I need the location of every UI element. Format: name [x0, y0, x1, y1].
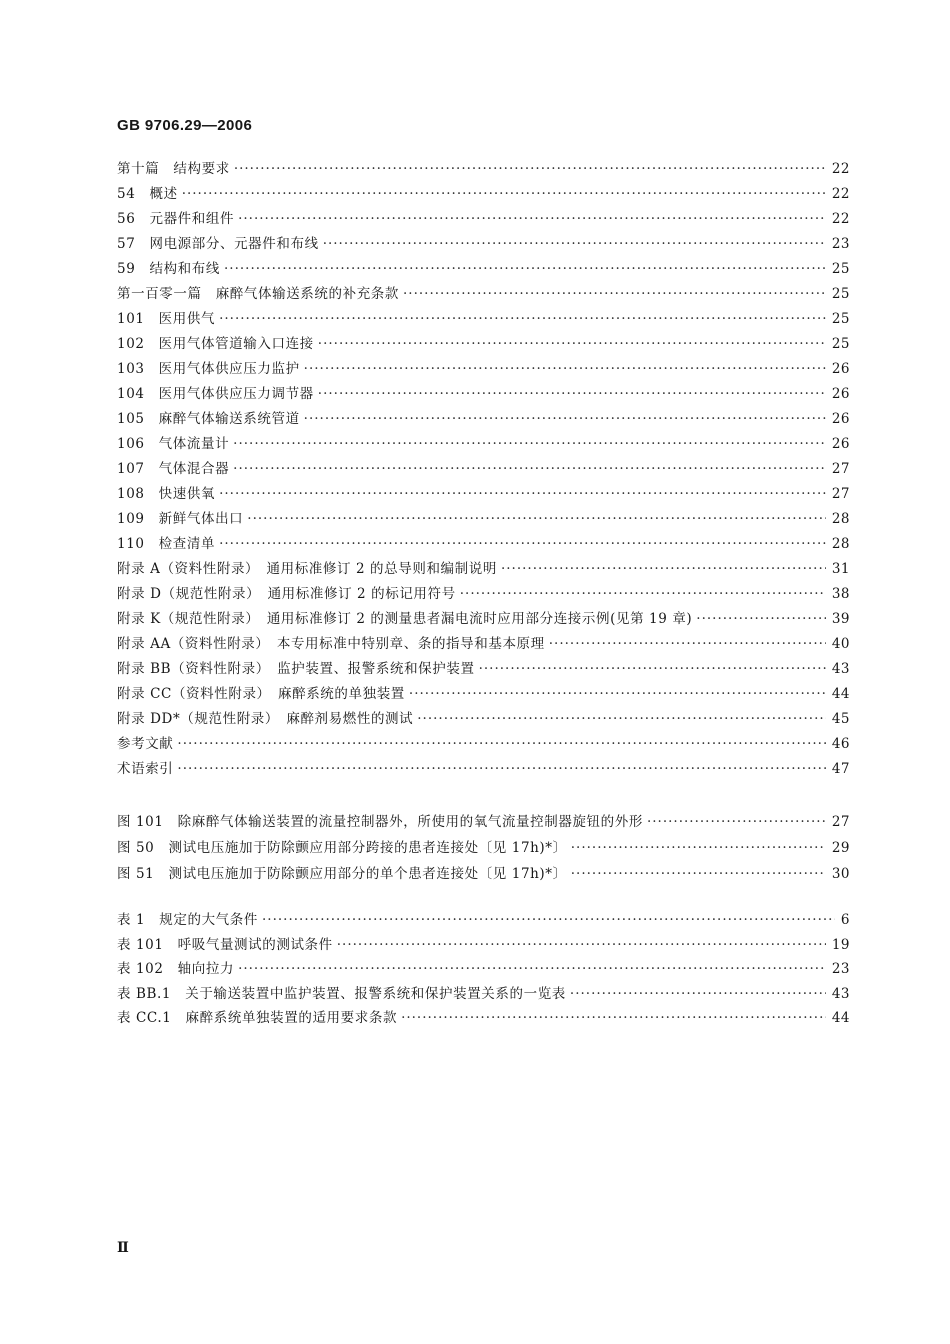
- toc-entry-page: 43: [831, 985, 850, 1002]
- dot-leader: [647, 814, 826, 830]
- dot-leader: [549, 636, 826, 652]
- toc-entry[interactable]: [117, 1006, 850, 1031]
- toc-entry-label: 106 气体流量计: [117, 436, 230, 452]
- toc-entry[interactable]: [117, 732, 850, 757]
- toc-entry-label: 图 101 除麻醉气体输送装置的流量控制器外，所使用的氧气流量控制器旋钮的外形: [117, 814, 643, 830]
- toc-entry-page: 38: [831, 586, 850, 602]
- toc-entry[interactable]: [117, 757, 850, 782]
- toc-entry-page: 25: [831, 311, 850, 327]
- page-number: Ⅱ: [117, 1240, 129, 1256]
- dot-leader: [501, 561, 826, 577]
- dot-leader: [233, 436, 826, 452]
- toc-entry[interactable]: [117, 157, 850, 182]
- toc-entry[interactable]: [117, 282, 850, 307]
- toc-entry-label: 附录 AA（资料性附录） 本专用标准中特别章、条的指导和基本原理: [117, 636, 545, 652]
- toc-entry-page: 28: [831, 511, 850, 527]
- dot-leader: [234, 161, 826, 177]
- dot-leader: [182, 186, 826, 202]
- toc-entry[interactable]: [117, 557, 850, 582]
- dot-leader: [304, 361, 826, 377]
- toc-entry-label: 表 101 呼吸气量测试的测试条件: [117, 936, 333, 953]
- toc-entry-page: 26: [831, 411, 850, 427]
- toc-entry-label: 56 元器件和组件: [117, 211, 235, 227]
- toc-entry-label: 101 医用供气: [117, 311, 216, 327]
- toc-entry[interactable]: [117, 207, 850, 232]
- toc-entry[interactable]: [117, 357, 850, 382]
- toc-entry-page: 44: [831, 1010, 850, 1027]
- toc-entry-page: 43: [831, 661, 850, 677]
- toc-entry[interactable]: [117, 957, 850, 982]
- toc-entry-label: 表 1 规定的大气条件: [117, 912, 258, 928]
- toc-entry[interactable]: [117, 810, 850, 836]
- toc-entry-label: 附录 D（规范性附录） 通用标准修订 2 的标记用符号: [117, 586, 456, 602]
- dot-leader: [219, 486, 826, 502]
- toc-entry-page: 19: [831, 936, 850, 953]
- toc-entry-page: 47: [831, 761, 850, 777]
- toc-entry-page: 26: [831, 386, 850, 402]
- toc-entry-label: 附录 A（资料性附录） 通用标准修订 2 的总导则和编制说明: [117, 561, 497, 577]
- dot-leader: [304, 411, 826, 427]
- dot-leader: [177, 736, 825, 752]
- toc-entry-page: 27: [831, 461, 850, 477]
- toc-entry-page: 40: [831, 636, 850, 652]
- toc-entry-page: 27: [831, 486, 850, 502]
- toc-entry-label: 附录 K（规范性附录） 通用标准修订 2 的测量患者漏电流时应用部分连接示例(见第 19 章): [117, 611, 693, 627]
- standard-number: GB 9706.29—2006: [117, 117, 253, 134]
- toc-entry-page: 31: [831, 561, 850, 577]
- toc-entry-page: 6: [840, 912, 850, 928]
- toc-entry-label: 表 CC.1 麻醉系统单独装置的适用要求条款: [117, 1010, 398, 1027]
- dot-leader: [409, 686, 826, 702]
- table-list: [117, 908, 850, 1031]
- dot-leader: [323, 236, 826, 252]
- toc-entry-label: 103 医用气体供应压力监护: [117, 361, 300, 377]
- toc-entry-label: 第十篇 结构要求: [117, 161, 230, 177]
- toc-entry-page: 22: [831, 161, 850, 177]
- toc-entry-page: 46: [831, 736, 850, 752]
- toc-entry[interactable]: [117, 607, 850, 632]
- dot-leader: [571, 866, 826, 882]
- dot-leader: [262, 912, 835, 928]
- toc-entry-page: 25: [831, 336, 850, 352]
- toc-entry-label: 图 51 测试电压施加于防除颤应用部分的单个患者连接处〔见 17h)*〕: [117, 866, 567, 882]
- dot-leader: [479, 661, 826, 677]
- toc-entry-page: 26: [831, 361, 850, 377]
- toc-entry-label: 57 网电源部分、元器件和布线: [117, 236, 319, 252]
- dot-leader: [238, 961, 826, 977]
- toc-entry-page: 26: [831, 436, 850, 452]
- toc-entry[interactable]: [117, 707, 850, 732]
- toc-entry[interactable]: [117, 432, 850, 457]
- toc-entry[interactable]: [117, 407, 850, 432]
- toc-entry-label: 105 麻醉气体输送系统管道: [117, 411, 300, 427]
- toc-entry-page: 25: [831, 286, 850, 302]
- toc-entry-page: 28: [831, 536, 850, 552]
- toc-entry[interactable]: [117, 908, 850, 933]
- toc-entry-page: 44: [831, 686, 850, 702]
- dot-leader: [247, 511, 826, 527]
- toc-entry-page: 23: [831, 961, 850, 978]
- toc-entry[interactable]: [117, 332, 850, 357]
- toc-entry-label: 参考文献: [117, 736, 174, 752]
- dot-leader: [233, 461, 826, 477]
- toc-entry-page: 39: [831, 611, 850, 627]
- toc-entry[interactable]: [117, 232, 850, 257]
- toc-entry[interactable]: [117, 582, 850, 607]
- toc-entry[interactable]: [117, 682, 850, 707]
- toc-entry-label: 附录 CC（资料性附录） 麻醉系统的单独装置: [117, 686, 405, 702]
- toc-entry-page: 22: [831, 211, 850, 227]
- toc-entry-label: 108 快速供氧: [117, 486, 216, 502]
- toc-entry-label: 附录 DD*（规范性附录） 麻醉剂易燃性的测试: [117, 711, 414, 727]
- toc-entry-page: 22: [831, 186, 850, 202]
- dot-leader: [460, 586, 826, 602]
- dot-leader: [318, 336, 826, 352]
- toc-entry[interactable]: [117, 657, 850, 682]
- dot-leader: [177, 761, 825, 777]
- toc-entry[interactable]: [117, 257, 850, 282]
- toc-entry-page: 27: [831, 814, 850, 830]
- toc-entry-label: 表 102 轴向拉力: [117, 961, 235, 978]
- toc-entry-label: 第一百零一篇 麻醉气体输送系统的补充条款: [117, 286, 399, 302]
- toc-entry-page: 25: [831, 261, 850, 277]
- dot-leader: [337, 937, 826, 953]
- toc-entry-label: 术语索引: [117, 761, 174, 777]
- toc-entry-page: 45: [831, 711, 850, 727]
- dot-leader: [219, 311, 826, 327]
- toc-entry-label: 104 医用气体供应压力调节器: [117, 386, 314, 402]
- toc-entry-page: 23: [831, 236, 850, 252]
- toc-entry[interactable]: [117, 507, 850, 532]
- dot-leader: [403, 286, 826, 302]
- toc-entry[interactable]: [117, 836, 850, 862]
- dot-leader: [417, 711, 826, 727]
- toc-entry[interactable]: [117, 307, 850, 332]
- toc-entry[interactable]: [117, 982, 850, 1007]
- toc-entry-label: 表 BB.1 关于输送装置中监护装置、报警系统和保护装置关系的一览表: [117, 985, 566, 1002]
- toc-entry-label: 图 50 测试电压施加于防除颤应用部分跨接的患者连接处〔见 17h)*〕: [117, 840, 567, 856]
- dot-leader: [318, 386, 826, 402]
- toc-entry[interactable]: [117, 382, 850, 407]
- toc-entry[interactable]: [117, 182, 850, 207]
- dot-leader: [696, 611, 826, 627]
- toc-entry[interactable]: [117, 482, 850, 507]
- toc-entry[interactable]: [117, 457, 850, 482]
- toc-entry-label: 59 结构和布线: [117, 261, 220, 277]
- toc-entry-label: 109 新鲜气体出口: [117, 511, 244, 527]
- toc-main-list: [117, 157, 850, 782]
- toc-entry-page: 30: [831, 866, 850, 882]
- toc-entry[interactable]: [117, 532, 850, 557]
- toc-entry-label: 102 医用气体管道输入口连接: [117, 336, 314, 352]
- toc-entry-label: 54 概述: [117, 186, 178, 202]
- toc-entry-label: 附录 BB（资料性附录） 监护装置、报警系统和保护装置: [117, 661, 475, 677]
- toc-entry-label: 107 气体混合器: [117, 461, 230, 477]
- toc-entry[interactable]: [117, 632, 850, 657]
- figure-list: [117, 810, 850, 888]
- dot-leader: [401, 1010, 826, 1026]
- dot-leader: [219, 536, 826, 552]
- toc-entry[interactable]: [117, 933, 850, 958]
- dot-leader: [571, 840, 826, 856]
- toc-entry[interactable]: [117, 862, 850, 888]
- dot-leader: [238, 211, 826, 227]
- toc-entry-label: 110 检查清单: [117, 536, 216, 552]
- dot-leader: [570, 986, 826, 1002]
- toc-entry-page: 29: [831, 840, 850, 856]
- dot-leader: [224, 261, 826, 277]
